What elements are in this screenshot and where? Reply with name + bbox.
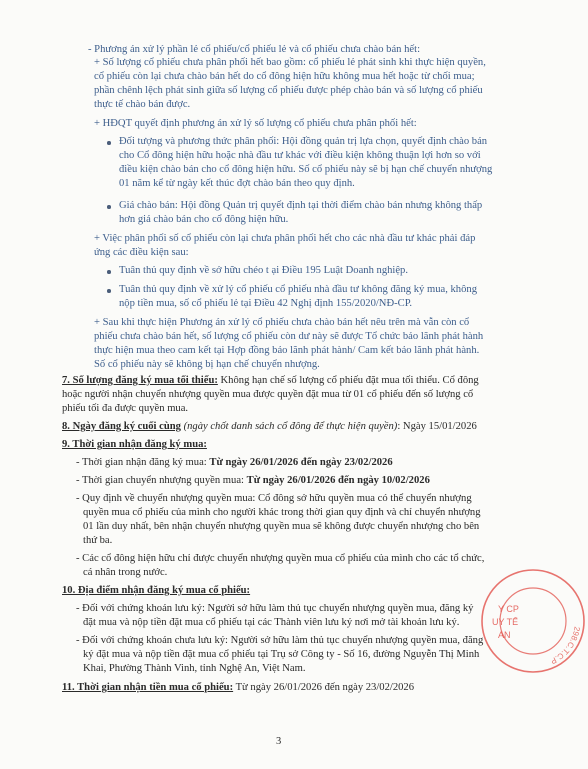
paragraph-line: đặt mua và nộp tiền đặt mua cổ phiếu tại các Thành viên lưu ký nơi mở tài khoản lưu ký. — [83, 617, 460, 628]
bullet-icon — [107, 270, 111, 274]
paragraph-line: cá nhân trong nước. — [83, 567, 168, 578]
seal-text-line-3: AN — [498, 630, 511, 640]
paragraph-line: - Đối với chứng khoán lưu ký: Người sở hữu làm thủ tục chuyển nhượng quyền mua, đăng ký — [76, 603, 474, 614]
seal-ring-text: 298.C.T.C.P — [549, 625, 582, 666]
paragraph-line: Số cổ phiếu này sẽ không bị hạn chế chuyển nhượng. — [94, 359, 320, 370]
paragraph-line: thứ ba. — [83, 535, 113, 546]
registration-period-line — [76, 456, 393, 470]
section-7-heading: 7. Số lượng đăng ký mua tối thiểu: — [62, 375, 218, 386]
bullet-item-line: Đối tượng và phương thức phân phối: Hội đồng quản trị lựa chọn, quyết định chào bán — [119, 136, 488, 147]
bullet-icon — [107, 205, 111, 209]
transfer-period-label: - Thời gian chuyển nhượng quyền mua: — [76, 475, 247, 486]
paragraph-line: phần chênh lệch phát sinh giữa số lượng cổ phiếu được phép chào bán và số lượng cổ phiếu — [94, 85, 483, 96]
paragraph-line: phiếu tối đa được quyền mua. — [62, 403, 189, 414]
bullet-icon — [107, 141, 111, 145]
paragraph-line: thực tế chào bán được. — [94, 99, 191, 110]
bullet-item-line: Tuân thủ quy định về sở hữu chéo t ại Điều 195 Luật Doanh nghiệp. — [119, 265, 409, 276]
paragraph-line: + Việc phân phối số cổ phiếu còn lại chưa phân phối hết cho các nhà đầu tư khác phải đáp — [94, 233, 476, 244]
bullet-item-line: cho Cổ đông hiện hữu hoặc nhà đầu tư khác với điều kiện không thuận lợi hơn so với — [119, 150, 481, 161]
paragraph-line: thực hiện mua theo cam kết tại Hợp đồng bảo lãnh phát hành/ Cam kết bảo lãnh phát hành. — [94, 345, 480, 356]
section-7-text: Không hạn chế số lượng cổ phiếu đặt mua tối thiểu. Cổ đông — [217, 375, 479, 386]
paragraph-line: 01 lần duy nhất, bên nhận chuyển nhượng quyền mua sẽ không được chuyển nhượng cho bên — [83, 521, 480, 532]
transfer-period-line — [76, 474, 430, 488]
section-11-line — [62, 681, 414, 695]
bullet-item-line: nộp tiền mua, số cổ phiếu lẻ tại Điều 42 Nghị định 155/2020/NĐ-CP. — [119, 298, 413, 309]
registration-period-value: Từ ngày 26/01/2026 đến ngày 23/02/2026 — [209, 457, 393, 468]
paragraph-line: - Quy định về chuyển nhượng quyền mua: Cổ đông sở hữu quyền mua có thể chuyển nhượng — [76, 493, 472, 504]
section-8-heading: 8. Ngày đăng ký cuối cùng — [62, 421, 181, 432]
section-7-line — [62, 374, 479, 388]
bullet-icon — [107, 289, 111, 293]
odd-lot-treatment-heading: - Phương án xử lý phần lẻ cổ phiếu/cổ phiếu lẻ và cổ phiếu chưa chào bán hết: — [88, 44, 421, 55]
transfer-period-value: Từ ngày 26/01/2026 đến ngày 10/02/2026 — [246, 475, 430, 486]
paragraph-line: + HĐQT quyết định phương án xử lý số lượng cổ phiếu chưa phân phối hết: — [94, 118, 417, 129]
page-number: 3 — [276, 736, 282, 747]
paragraph-line: cổ phiếu còn lại chưa chào bán hết do cổ đông hiện hữu không mua hết hoặc từ chối mua; — [94, 71, 475, 82]
section-11-text: Từ ngày 26/01/2026 đến ngày 23/02/2026 — [233, 682, 415, 693]
paragraph-line: hoặc người nhận chuyển nhượng quyền mua được quyền đặt mua từ 01 cổ phiếu đến số lượng cổ — [62, 389, 474, 400]
company-seal-stamp — [478, 566, 588, 676]
seal-text-line-2: UY TẾ — [492, 617, 519, 627]
paragraph-line: phiếu chưa chào bán hết, số lượng cổ phiếu còn dư này sẽ được Tổ chức bảo lãnh phát hành — [94, 331, 484, 342]
paragraph-line: + Số lượng cổ phiếu chưa phân phối hết bao gồm: cổ phiếu lẻ phát sinh khi thực hiện quyền, — [94, 57, 486, 68]
bullet-item-line: điều kiện chào bán cho cổ đông hiện hữu. Số cổ phiếu này sẽ bị hạn chế chuyển nhượng — [119, 164, 493, 175]
section-8-date: : Ngày 15/01/2026 — [397, 421, 477, 432]
paragraph-line: - Các cổ đông hiện hữu chỉ được chuyển nhượng quyền mua cổ phiếu của mình cho các tổ chức, — [76, 553, 485, 564]
section-8-note: (ngày chốt danh sách cổ đông để thực hiện quyền) — [180, 421, 398, 432]
section-8-line — [62, 420, 477, 434]
bullet-item-line: 01 năm kể từ ngày kết thúc đợt chào bán theo quy định. — [119, 178, 355, 189]
bullet-item-line: Tuân thủ quy định về xử lý cổ phiếu cổ phiếu nhà đầu tư không đăng ký mua, không — [119, 284, 477, 295]
paragraph-line: Khai, Phường Thành Vinh, tỉnh Nghệ An, Việt Nam. — [83, 663, 306, 674]
paragraph-line: ứng các điều kiện sau: — [94, 247, 189, 258]
bullet-item-line: Giá chào bán: Hội đồng Quản trị quyết định tại thời điểm chào bán nhưng không thấp — [119, 200, 483, 211]
paragraph-line: ký đặt mua và nộp tiền đặt mua cổ phiếu tại Trụ sở Công ty - Số 16, đường Nguyễn Thị Minh — [83, 649, 480, 660]
section-9-heading: 9. Thời gian nhận đăng ký mua: — [62, 439, 207, 450]
paragraph-line: + Sau khi thực hiện Phương án xử lý cổ phiếu chưa chào bán hết nêu trên mà vẫn còn cổ — [94, 317, 470, 328]
section-10-heading: 10. Địa điểm nhận đăng ký mua cổ phiếu: — [62, 585, 251, 596]
section-11-heading: 11. Thời gian nhận tiền mua cổ phiếu: — [62, 682, 234, 693]
seal-text-line-1: Y CP — [498, 604, 519, 614]
registration-period-label: - Thời gian nhận đăng ký mua: — [76, 457, 210, 468]
paragraph-line: quyền mua cổ phiếu của mình cho người khác trong thời gian quy định và chỉ chuyển nhượng — [83, 507, 481, 518]
paragraph-line: - Đối với chứng khoán chưa lưu ký: Người sở hữu làm thủ tục chuyển nhượng quyền mua, đăng — [76, 635, 484, 646]
bullet-item-line: hơn giá chào bán cho cổ đông hiện hữu. — [119, 214, 289, 225]
